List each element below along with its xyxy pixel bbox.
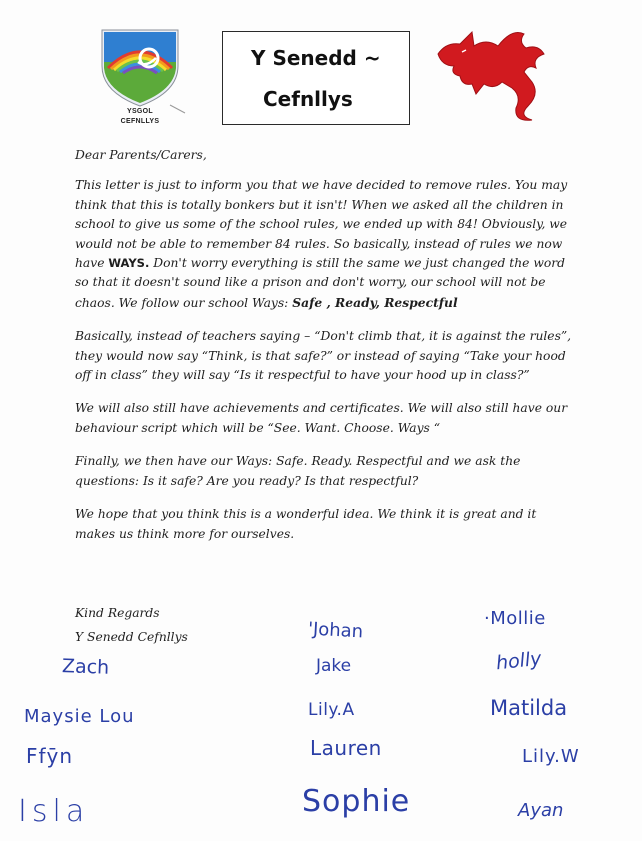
signature-lauren: Lauren: [310, 736, 382, 760]
page-title-line2: Cefnllys: [263, 87, 353, 111]
paragraph-4: Finally, we then have our Ways: Safe. Ready. Respectful and we ask the questions: Is it safe? Are you ready? Is that respectful?: [75, 454, 521, 488]
closing-signoff: Y Senedd Cefnllys: [75, 630, 188, 644]
school-values: Safe , Ready, Respectful: [292, 294, 458, 310]
paragraph-1-part-b: Don't worry everything is still the same we just changed the word so that it doesn't sound like a prison and don't worry, our school will not be chaos. We follow our school Ways:: [75, 256, 565, 310]
signature-johan: 'Johan: [307, 618, 364, 643]
signature-matilda: Matilda: [490, 696, 568, 720]
signature-zach: Zach: [61, 655, 110, 679]
closing-regards: Kind Regards: [75, 606, 160, 620]
signature-ffion: Ffȳn: [26, 744, 74, 768]
page-title-line1: Y Senedd ~: [251, 46, 381, 70]
signature-isla: Isla: [18, 794, 90, 829]
signature-maysie-lou: Maysie Lou: [24, 706, 135, 727]
paragraph-5: We hope that you think this is a wonderful idea. We think it is great and it makes us think more for ourselves.: [75, 507, 537, 541]
school-name-line1: YSGOL: [126, 108, 153, 115]
title-box: [222, 31, 410, 125]
welsh-dragon-icon: [432, 24, 554, 124]
ways-emphasis: WAYS.: [108, 256, 150, 271]
signature-lily-w: Lily.W: [522, 746, 580, 767]
signature-lily-a: Lily.A: [308, 700, 355, 720]
signature-sophie: Sophie: [302, 784, 411, 819]
signature-jake: Jake: [316, 656, 352, 676]
school-logo: [94, 22, 186, 134]
paragraph-1-part-a: This letter is just to inform you that we have decided to remove rules. You may think that this is totally bonkers but it isn't! When we asked all the children in school to give us some of the school rules, we ended up with 84! Obviously, we would not be able to remember 84 rules. So basically, instead of rules we now have: [75, 178, 568, 271]
letter-body: [75, 146, 575, 544]
signature-holly: holly: [494, 647, 543, 675]
paragraph-3: We will also still have achievements and certificates. We will also still have our behaviour script which will be “See. Want. Choose. Ways “: [75, 401, 568, 435]
signature-ayan: Ayan: [518, 800, 564, 821]
paragraph-1: [75, 176, 575, 313]
school-name-line2: CEFNLLYS: [120, 118, 160, 125]
paragraph-2: Basically, instead of teachers saying – “Don't climb that, it is against the rules”, they would now say “Think, is that safe?” or instead of saying “Take your hood off in class” they will say “Is it respectful to have your hood up in class?”: [75, 329, 572, 383]
signature-mollie: ·Mollie: [484, 608, 546, 629]
pen-mark-icon: [168, 102, 188, 116]
greeting: Dear Parents/Carers,: [75, 148, 207, 162]
